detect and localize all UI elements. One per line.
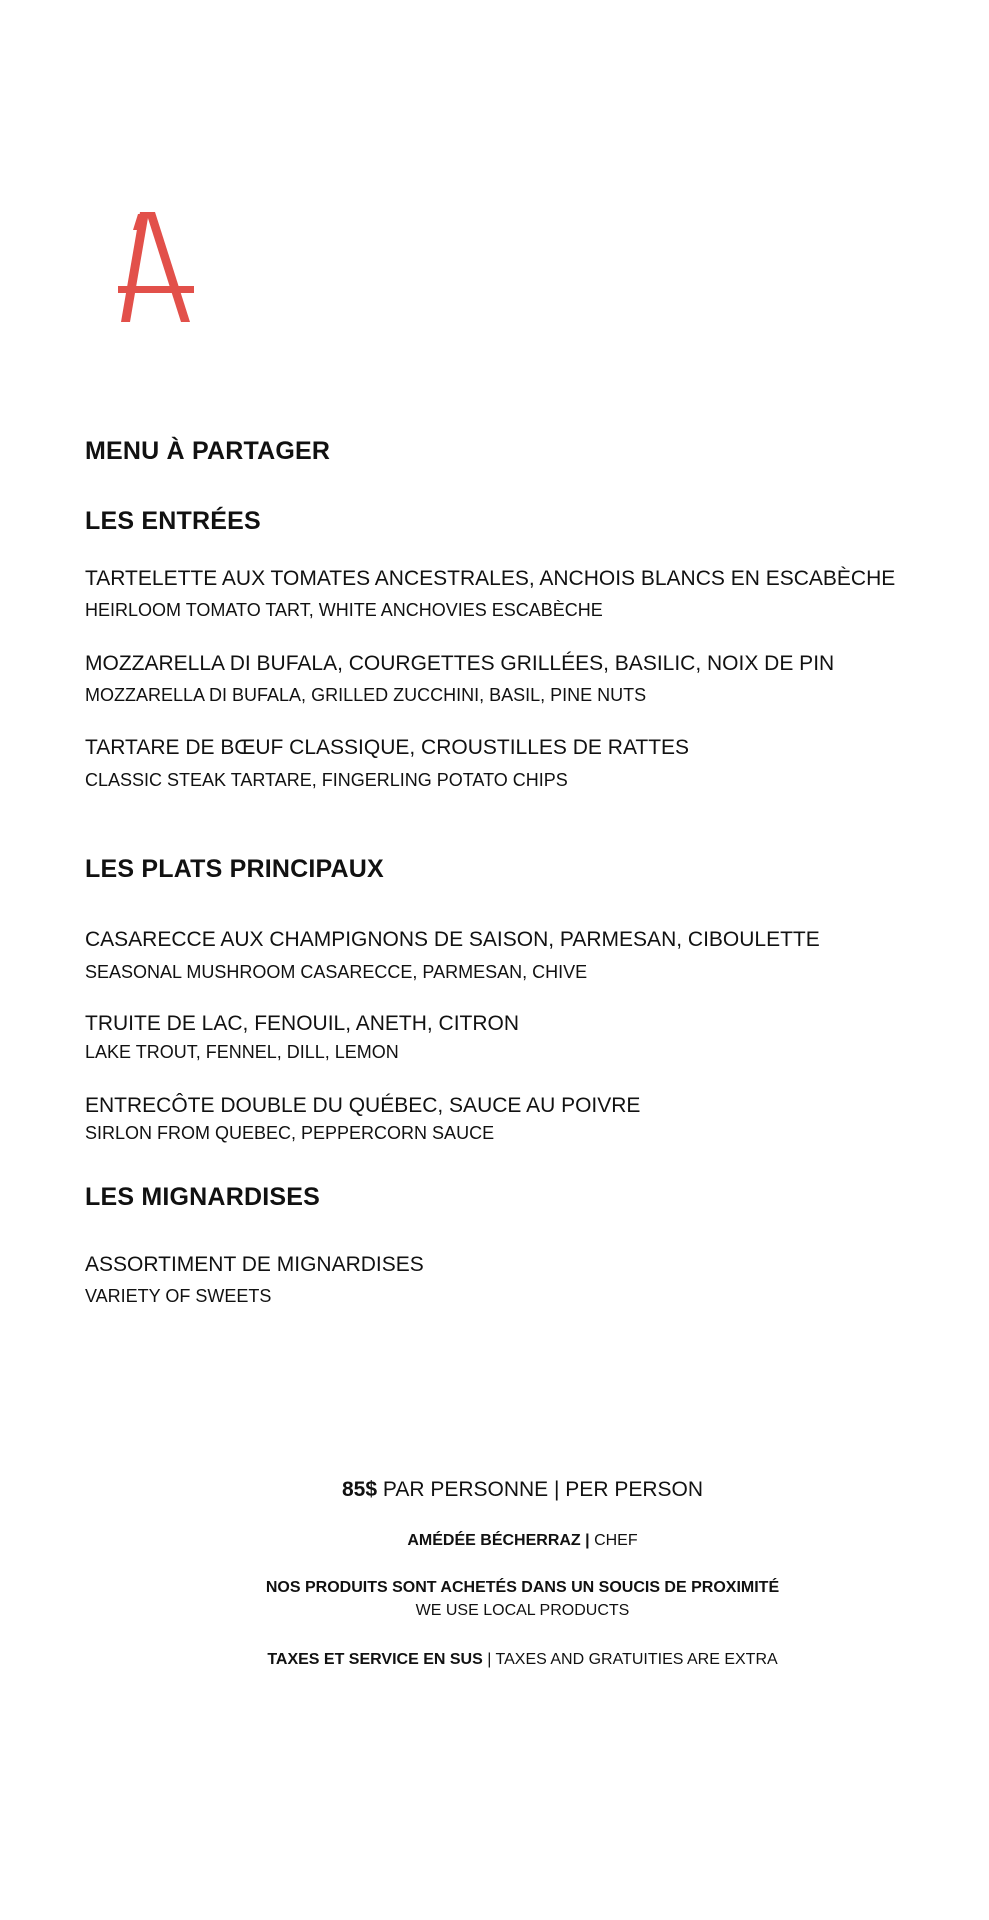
- a-grave-logo-icon: [116, 208, 196, 328]
- chef-line: [0, 1532, 989, 1550]
- menu-item-fr: ASSORTIMENT DE MIGNARDISES: [85, 1253, 424, 1276]
- menu-item-en: HEIRLOOM TOMATO TART, WHITE ANCHOVIES ESCABÈCHE: [85, 600, 603, 620]
- price-label: PAR PERSONNE | PER PERSON: [377, 1478, 704, 1501]
- menu-item-en: SEASONAL MUSHROOM CASARECCE, PARMESAN, CHIVE: [85, 962, 588, 982]
- section-heading-entrees: LES ENTRÉES: [85, 507, 261, 535]
- price-amount: 85$: [341, 1478, 378, 1501]
- price-line: [0, 1478, 989, 1502]
- menu-item-en: MOZZARELLA DI BUFALA, GRILLED ZUCCHINI, BASIL, PINE NUTS: [85, 685, 647, 705]
- menu-title: MENU À PARTAGER: [85, 437, 331, 465]
- chef-name: AMÉDÉE BÉCHERRAZ |: [407, 1532, 590, 1549]
- local-products-fr: NOS PRODUITS SONT ACHETÉS DANS UN SOUCIS DE PROXIMITÉ: [265, 1579, 780, 1596]
- menu-item-fr: MOZZARELLA DI BUFALA, COURGETTES GRILLÉES, BASILIC, NOIX DE PIN: [85, 652, 835, 675]
- taxes-en: | TAXES AND GRATUITIES ARE EXTRA: [482, 1651, 778, 1668]
- section-heading-plats-principaux: LES PLATS PRINCIPAUX: [85, 855, 384, 883]
- menu-item-en: LAKE TROUT, FENNEL, DILL, LEMON: [85, 1042, 399, 1062]
- menu-item-fr: CASARECCE AUX CHAMPIGNONS DE SAISON, PARMESAN, CIBOULETTE: [85, 928, 820, 951]
- taxes-line: [0, 1651, 989, 1669]
- menu-item-fr: TARTELETTE AUX TOMATES ANCESTRALES, ANCHOIS BLANCS EN ESCABÈCHE: [85, 567, 896, 590]
- menu-item-fr: TARTARE DE BŒUF CLASSIQUE, CROUSTILLES DE RATTES: [85, 736, 690, 759]
- section-heading-mignardises: LES MIGNARDISES: [85, 1183, 320, 1211]
- menu-item-en: CLASSIC STEAK TARTARE, FINGERLING POTATO CHIPS: [85, 770, 568, 790]
- chef-role: CHEF: [589, 1532, 638, 1549]
- taxes-fr: TAXES ET SERVICE EN SUS: [267, 1651, 483, 1668]
- menu-item-fr: TRUITE DE LAC, FENOUIL, ANETH, CITRON: [85, 1012, 520, 1035]
- menu-item-fr: ENTRECÔTE DOUBLE DU QUÉBEC, SAUCE AU POIVRE: [85, 1094, 641, 1117]
- local-products-en: WE USE LOCAL PRODUCTS: [415, 1602, 630, 1619]
- menu-item-en: SIRLON FROM QUEBEC, PEPPERCORN SAUCE: [85, 1123, 495, 1143]
- menu-item-en: VARIETY OF SWEETS: [85, 1286, 272, 1306]
